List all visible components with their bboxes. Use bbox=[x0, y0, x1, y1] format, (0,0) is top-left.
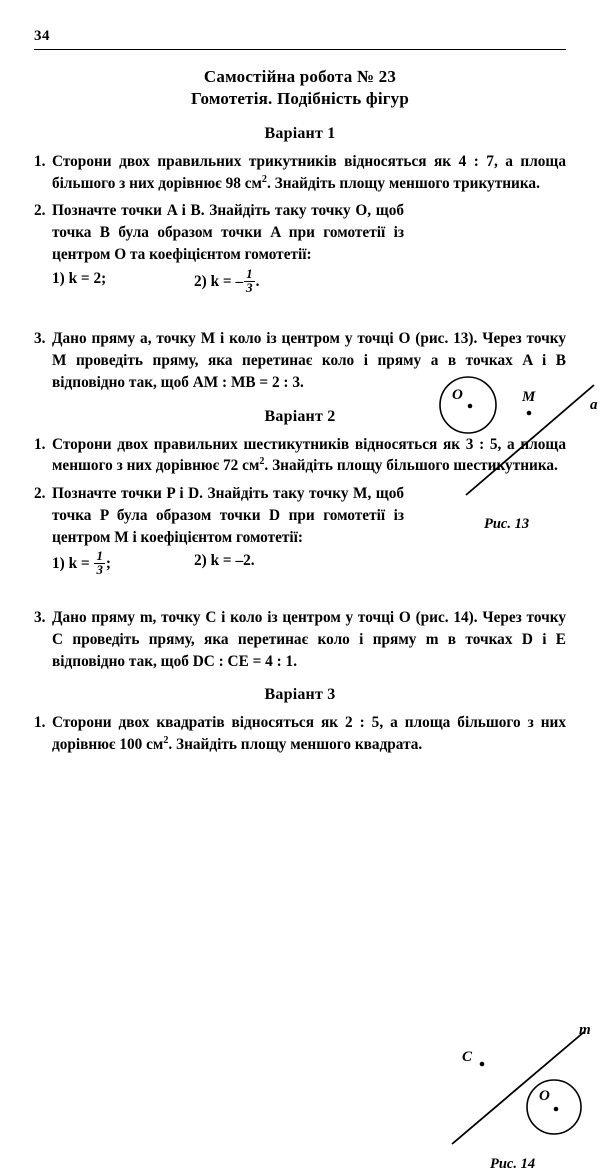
task-text bbox=[52, 712, 566, 756]
task-number: 3. bbox=[34, 609, 46, 627]
figure-13-caption: Рис. 13 bbox=[484, 515, 530, 532]
coefficient-option-2-prefix: 2) k = – bbox=[194, 272, 244, 290]
page-number: 34 bbox=[34, 28, 50, 44]
task-number: 2. bbox=[34, 202, 46, 220]
page-title bbox=[34, 66, 566, 111]
fraction-numerator: 1 bbox=[246, 265, 253, 281]
figure-14-caption: Рис. 14 bbox=[490, 1155, 536, 1172]
task-superscript: 2 bbox=[163, 735, 169, 747]
task-superscript: 2 bbox=[261, 173, 267, 185]
figure-14-drawing bbox=[434, 1022, 600, 1152]
fraction bbox=[244, 265, 254, 295]
coefficient-option-2 bbox=[194, 265, 260, 295]
variant-3-heading: Варіант 3 bbox=[264, 686, 336, 704]
figure-13-label-center: O bbox=[452, 386, 463, 403]
task-text-part-a: Позначте точки A і B. Знайдіть таку точку O, щоб точка B була образом точки A при гомотетії із центром O та коефіцієнтом гомотетії: bbox=[52, 202, 404, 263]
point-dot bbox=[527, 411, 532, 416]
coefficient-option-1: 1) k = 2; bbox=[52, 269, 107, 287]
center-point-dot bbox=[468, 404, 473, 409]
coefficient-option-1 bbox=[52, 550, 194, 577]
variant-1-task-2 bbox=[34, 200, 566, 294]
figure-14-label-center: O bbox=[539, 1087, 550, 1104]
center-point-dot bbox=[554, 1106, 559, 1111]
variant-1-task-1 bbox=[34, 151, 566, 195]
task-text-part-a: Сторони двох квадратів відносяться як 2 : 5, а площа більшого з них дорівнює 100 см bbox=[52, 714, 566, 754]
task-text: Дано пряму a, точку M і коло із центром у точці O (рис. 13). Через точку M проведіть пряму, яка перетинає коло і пряму a в точках A і B відповідно так, щоб AM : MB = 2 : 3. bbox=[52, 330, 566, 391]
variant-2-task-2 bbox=[34, 483, 566, 577]
variant-2-heading: Варіант 2 bbox=[264, 407, 336, 425]
fraction bbox=[94, 550, 104, 577]
task-text bbox=[52, 200, 404, 294]
task-text-part-b: . Знайдіть площу меншого квадрата. bbox=[168, 736, 423, 754]
fraction-numerator: 1 bbox=[96, 548, 103, 564]
task-text-part-b: . Знайдіть площу меншого трикутника. bbox=[266, 174, 540, 192]
variant-2-task-3 bbox=[34, 607, 566, 672]
task-text bbox=[52, 434, 566, 478]
figure-13-label-point: M bbox=[522, 388, 536, 405]
coefficient-options bbox=[52, 550, 404, 577]
coefficient-option-2-suffix: . bbox=[255, 272, 260, 290]
figure-14-label-line: m bbox=[579, 1021, 591, 1038]
task-superscript: 2 bbox=[259, 456, 265, 468]
coefficient-option-2: 2) k = –2. bbox=[194, 552, 255, 570]
fraction-denominator: 3 bbox=[246, 279, 253, 295]
page-title-line2: Гомотетія. Подібність фігур bbox=[190, 89, 410, 109]
task-text bbox=[52, 151, 566, 195]
variant-3-task-1 bbox=[34, 712, 566, 756]
variant-2-task-1 bbox=[34, 434, 566, 478]
coefficient-option-1-prefix: 1) k = bbox=[52, 555, 94, 573]
coefficient-option-1-suffix: ; bbox=[105, 555, 112, 573]
task-text-part-a: Сторони двох правильних трикутників відносяться як 4 : 7, а площа більшого з них дорівнює 98 см bbox=[52, 152, 566, 192]
page-title-line1: Самостійна робота № 23 bbox=[203, 67, 397, 86]
task-text-part-a: Сторони двох правильних шестикутників відносяться як 3 : 5, а площа меншого з них дорівнює 72 см bbox=[52, 435, 566, 475]
point-dot bbox=[480, 1061, 485, 1066]
fraction-denominator: 3 bbox=[96, 562, 103, 578]
circle-shape bbox=[527, 1080, 581, 1134]
task-number: 2. bbox=[34, 485, 46, 503]
figure-14 bbox=[434, 1022, 600, 1152]
figure-13-label-line: a bbox=[590, 396, 598, 413]
task-text: Дано пряму m, точку C і коло із центром у точці O (рис. 14). Через точку C проведіть пряму, яка перетинає коло і пряму m в точках D і E відповідно так, щоб DC : CE = 4 : 1. bbox=[52, 609, 566, 670]
coefficient-options bbox=[52, 265, 404, 295]
figure-14-label-point: C bbox=[462, 1048, 473, 1065]
task-number: 1. bbox=[34, 152, 46, 170]
task-number: 1. bbox=[34, 714, 46, 732]
task-text bbox=[52, 483, 404, 577]
task-text-part-b: . Знайдіть площу більшого шестикутника. bbox=[264, 457, 558, 475]
variant-1-heading: Варіант 1 bbox=[264, 124, 336, 142]
task-text-part-a: Позначте точки P і D. Знайдіть таку точку M, щоб точка P була образом точки D при гомотетії із центром M і коефіцієнтом гомотетії: bbox=[52, 485, 404, 546]
task-number: 3. bbox=[34, 330, 46, 348]
header-divider bbox=[34, 49, 566, 50]
variant-3-block bbox=[34, 712, 566, 756]
task-number: 1. bbox=[34, 435, 46, 453]
